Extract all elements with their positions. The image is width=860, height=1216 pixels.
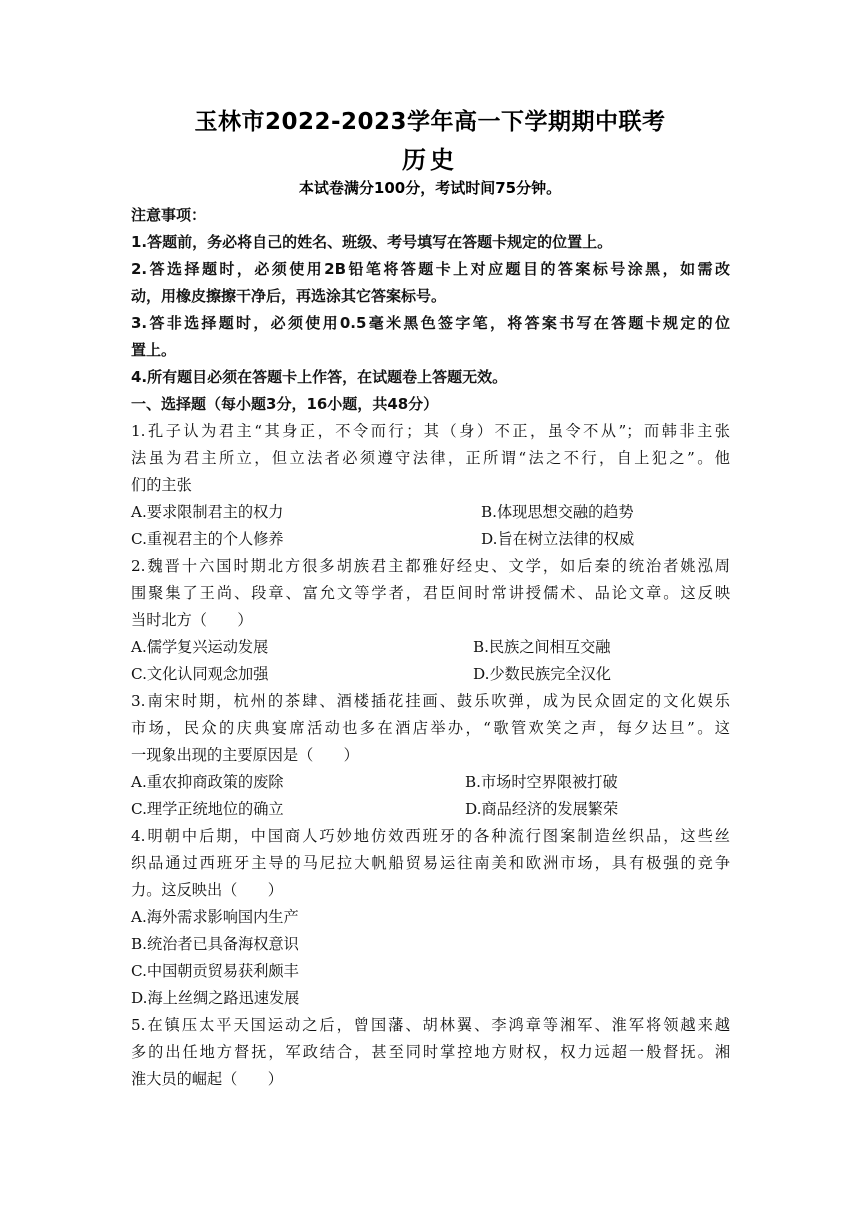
exam-info: 本试卷满分100分，考试时间75分钟。 bbox=[298, 179, 562, 197]
notice-heading: 注意事项： bbox=[131, 206, 207, 224]
question-4-line: 4.明朝中后期，中国商人巧妙地仿效西班牙的各种流行图案制造丝织品，这些丝 bbox=[131, 827, 730, 845]
notice-item: 2.答选择题时，必须使用2B铅笔将答题卡上对应题目的答案标号涂黑，如需改 bbox=[131, 260, 730, 278]
notice-item: 4.所有题目必须在答题卡上作答，在试题卷上答题无效。 bbox=[131, 368, 508, 386]
option-c: C.文化认同观念加强 bbox=[131, 665, 269, 683]
question-3-line: 一现象出现的主要原因是（ ） bbox=[131, 746, 359, 764]
option-c: C.重视君主的个人修养 bbox=[131, 530, 284, 548]
option-a: A.重农抑商政策的废除 bbox=[131, 773, 284, 791]
option-c: C.理学正统地位的确立 bbox=[131, 800, 284, 818]
option-b: B.体现思想交融的趋势 bbox=[481, 503, 634, 521]
option-d: D.商品经济的发展繁荣 bbox=[465, 800, 619, 818]
notice-item: 动，用橡皮擦擦干净后，再选涂其它答案标号。 bbox=[131, 287, 447, 305]
option-b: B.市场时空界限被打破 bbox=[465, 773, 618, 791]
question-2-line: 围聚集了王尚、段章、富允文等学者，君臣间时常讲授儒术、品论文章。这反映 bbox=[131, 584, 730, 602]
question-1-line: 1.孔子认为君主“其身正，不令而行；其（身）不正，虽令不从”；而韩非主张 bbox=[131, 422, 730, 440]
option-b: B.民族之间相互交融 bbox=[473, 638, 611, 656]
exam-title: 玉林市2022-2023学年高一下学期期中联考 bbox=[194, 109, 666, 135]
question-1-line: 们的主张 bbox=[131, 476, 192, 494]
question-5-line: 5.在镇压太平天国运动之后，曾国藩、胡林翼、李鸿章等湘军、淮军将领越来越 bbox=[131, 1016, 730, 1034]
notice-item: 置上。 bbox=[131, 341, 177, 359]
subject-title: 历史 bbox=[402, 146, 458, 174]
option-a: A.海外需求影响国内生产 bbox=[131, 908, 299, 926]
question-3-line: 3.南宋时期，杭州的茶肆、酒楼插花挂画、鼓乐吹弹，成为民众固定的文化娱乐 bbox=[131, 692, 730, 710]
question-1-line: 法虽为君主所立，但立法者必须遵守法律，正所谓“法之不行，自上犯之”。他 bbox=[131, 449, 730, 467]
option-d: D.旨在树立法律的权威 bbox=[481, 530, 635, 548]
option-a: A.儒学复兴运动发展 bbox=[131, 638, 269, 656]
notice-item: 1.答题前，务必将自己的姓名、班级、考号填写在答题卡规定的位置上。 bbox=[131, 233, 613, 251]
section-title: 一、选择题（每小题3分，16小题，共48分） bbox=[131, 395, 439, 413]
question-5-line: 多的出任地方督抚，军政结合，甚至同时掌控地方财权，权力远超一般督抚。湘 bbox=[131, 1043, 730, 1061]
option-a: A.要求限制君主的权力 bbox=[131, 503, 284, 521]
option-d: D.海上丝绸之路迅速发展 bbox=[131, 989, 300, 1007]
question-2-line: 2.魏晋十六国时期北方很多胡族君主都雅好经史、文学，如后秦的统治者姚泓周 bbox=[131, 557, 730, 575]
question-2-line: 当时北方（ ） bbox=[131, 611, 253, 629]
option-d: D.少数民族完全汉化 bbox=[473, 665, 611, 683]
question-4-line: 织品通过西班牙主导的马尼拉大帆船贸易运往南美和欧洲市场，具有极强的竞争 bbox=[131, 854, 730, 872]
notice-item: 3.答非选择题时，必须使用0.5毫米黑色签字笔，将答案书写在答题卡规定的位 bbox=[131, 314, 730, 332]
option-c: C.中国朝贡贸易获利颇丰 bbox=[131, 962, 299, 980]
question-5-line: 淮大员的崛起（ ） bbox=[131, 1070, 283, 1088]
option-b: B.统治者已具备海权意识 bbox=[131, 935, 299, 953]
question-4-line: 力。这反映出（ ） bbox=[131, 881, 283, 899]
question-3-line: 市场，民众的庆典宴席活动也多在酒店举办，“歌管欢笑之声，每夕达旦”。这 bbox=[131, 719, 730, 737]
